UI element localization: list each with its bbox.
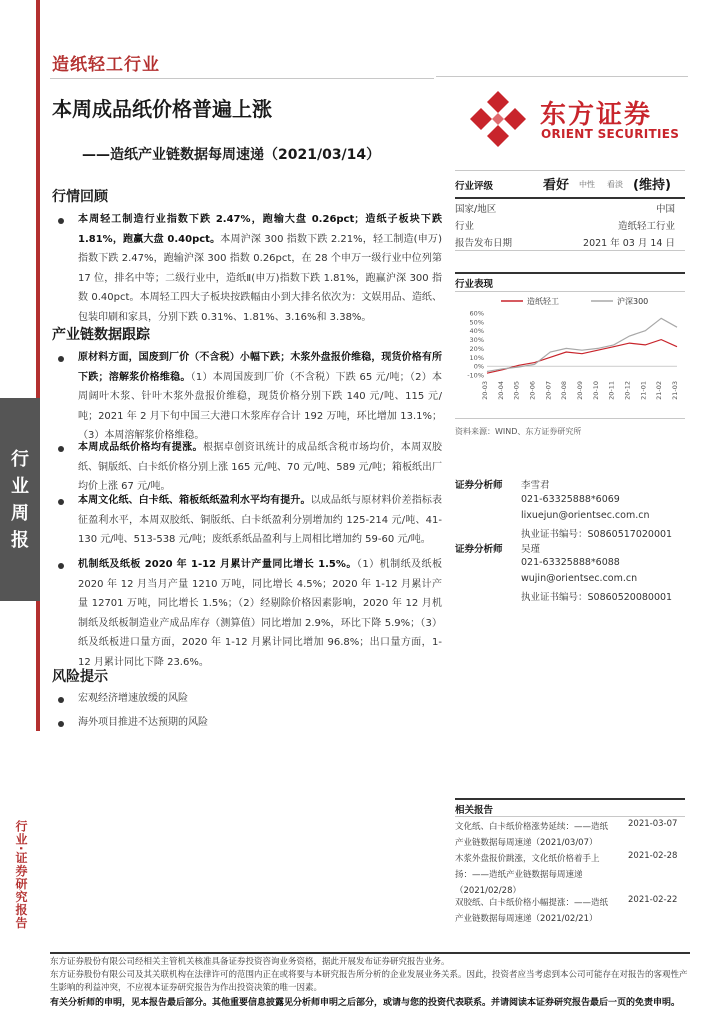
x-tick-label: 20-03 (481, 381, 489, 400)
info-row-date (455, 235, 675, 249)
chain-bullet (78, 348, 442, 446)
x-tick-label: 20-09 (576, 381, 584, 400)
side-accent-bottom (36, 601, 40, 731)
bullet-bold: 机制纸及纸板 2020 年 1-12 月累计产量同比增长 1.5%。 (78, 559, 357, 570)
info-key: 报告发布日期 (455, 238, 513, 249)
header-rule-right (436, 76, 688, 77)
perf-title: 行业表现 (455, 279, 494, 290)
section-title-review: 行情回顾 (52, 189, 108, 205)
related-top-rule (455, 798, 685, 800)
analyst-cert: 执业证书编号：S0860517020001 (521, 529, 673, 540)
perf-title-rule (455, 291, 685, 292)
bullet-text: （1）本周国废到厂价（不含税）下跌 65 元/吨；（2）本周阔叶木浆、针叶木浆外盘报价维稳，现货价格分别下跌 140 元/吨、115 元/吨；2021 年 2 月下旬中国三大港口木浆库存合计 192 万吨，环比增加 13.1%；（3）本周溶解浆价格维稳。 (78, 371, 442, 441)
analyst-name: 吴瑾 (521, 544, 541, 555)
info-value: 造纸轻工行业 (617, 221, 675, 232)
risk-item: 宏观经济增速放缓的风险 (78, 693, 188, 704)
section-title-risk: 风险提示 (52, 669, 108, 685)
rating-neutral: 中性 (579, 180, 595, 189)
x-tick-label: 20-04 (496, 381, 505, 400)
x-tick-label: 21-01 (639, 381, 648, 400)
header-rule (50, 78, 434, 79)
analyst-email[interactable]: lixuejun@orientsec.com.cn (521, 510, 650, 521)
rating-status: (维持) (633, 178, 671, 193)
info-value: 2021 年 03 月 14 日 (583, 238, 675, 249)
bullet-text: （1）机制纸及纸板 2020 年 12 月当月产量 1210 万吨，同比增长 4.5%；2020 年 1-12 月累计产量 12701 万吨，同比增长 1.5%；（2）经剔除价格因素影响，2020 年 12 月机制纸及纸板制造业产成品库存（测算值）同比增加 2.9%，环比下降 5.9%；（3）纸及纸板进口量方面，2020 年 1-12 月累计同比增加 96.8%；出口量方面，1-12 月累计同比下降 23.6%。 (78, 559, 442, 668)
y-tick-label: 40% (469, 327, 484, 336)
analyst-cert: 执业证书编号：S0860520080001 (521, 592, 673, 603)
footer-rule (50, 952, 690, 954)
report-type-tab (0, 398, 40, 601)
chain-bullet (78, 555, 442, 672)
rating-top-rule (455, 170, 685, 171)
y-tick-label: 0% (473, 362, 484, 371)
analyst-role: 证券分析师 (455, 544, 503, 555)
related-title: 相关报告 (455, 805, 494, 816)
y-tick-label: 20% (469, 344, 484, 353)
footer-statement: 有关分析师的申明，见本报告最后部分。其他重要信息披露见分析师申明之后部分，或请与您的投资代表联系。并请阅读本证券研究报告最后一页的免责申明。 (50, 998, 681, 1008)
analyst-name: 李雪君 (521, 480, 550, 491)
y-tick-label: 60% (469, 309, 484, 318)
related-report-link[interactable]: 双胶纸、白卡纸价格小幅提涨：——造纸产业链数据每周速递（2021/02/21） (455, 898, 609, 924)
chart-source: 资料来源：WIND、东方证券研究所 (455, 427, 582, 436)
brand-name-en: ORIENT SECURITIES (541, 127, 680, 141)
footer-disclosure: 东方证券股份有限公司及其关联机构在法律许可的范围内正在或将要与本研究报告所分析的企业发展业务关系。因此，投资者应当考虑到本公司可能存在对报告的客观性产生影响的利益冲突，不应视本证券研究报告为作出投资决策的唯一因素。 (50, 970, 688, 993)
info-row-country (455, 201, 675, 215)
bullet-bold: 本周成品纸价格均有提涨。 (78, 442, 203, 453)
info-bottom-rule (455, 250, 685, 251)
bullet-bold: 本周文化纸、白卡纸、箱板纸纸盈利水平均有提升。 (78, 495, 311, 506)
rating-bearish: 看淡 (607, 180, 623, 189)
bullet-dot (58, 446, 64, 452)
bullet-dot (58, 356, 64, 362)
bullet-dot (58, 563, 64, 569)
chain-bullet (78, 438, 442, 497)
legend-label: 沪深300 (617, 297, 649, 306)
x-tick-label: 20-06 (528, 381, 537, 400)
perf-top-rule (455, 272, 685, 274)
analyst-phone: 021-63325888*6088 (521, 557, 620, 568)
side-accent-top (36, 0, 40, 398)
sector-title: 造纸轻工行业 (52, 55, 160, 75)
bullet-dot (58, 218, 64, 224)
bullet-dot (58, 697, 64, 703)
review-bullet (78, 210, 442, 327)
related-report-date: 2021-02-28 (628, 851, 678, 861)
series-line (487, 340, 677, 374)
related-report-link[interactable]: 木浆外盘报价跳涨，文化纸价格着手上扬：——造纸产业链数据每周速递（2021/02/28） (455, 854, 600, 896)
footer-qualification: 东方证券股份有限公司经相关主管机关核准具备证券投资咨询业务资格，据此开展发布证券研究报告业务。 (50, 957, 450, 967)
brand-name-cn: 东方证券 (540, 100, 653, 130)
x-tick-label: 21-02 (655, 381, 664, 400)
x-tick-label: 20-08 (560, 381, 569, 400)
related-report-link[interactable]: 文化纸、白卡纸价格涨势延续：——造纸产业链数据每周速递（2021/03/07） (455, 822, 609, 848)
rating-value: 看好 (543, 178, 570, 193)
x-tick-label: 20-10 (591, 381, 600, 400)
tab-char: 报 (11, 529, 29, 551)
bullet-text: 以成品纸与原材料价差指标表征盈利水平，本周双胶纸、铜版纸、白卡纸盈利分别增加约 125-214 元/吨、41-130 元/吨、513-538 元/吨；废纸系纸品盈利与上周相比增加约 59-60 元/吨。 (78, 495, 443, 545)
info-key: 国家/地区 (455, 204, 497, 215)
analyst-email[interactable]: wujin@orientsec.com.cn (521, 573, 638, 584)
analyst-role: 证券分析师 (455, 480, 503, 491)
related-report-date: 2021-03-07 (628, 819, 678, 829)
tab-char: 行 (11, 448, 29, 470)
bullet-dot (58, 721, 64, 727)
tab-char: 业 (11, 475, 29, 497)
analyst-phone: 021-63325888*6069 (521, 494, 620, 505)
y-tick-label: 50% (469, 318, 484, 327)
bullet-bold: 原材料方面，国废到厂价（不含税）小幅下跌；木浆外盘报价维稳，现货价格有所下跌；溶解浆价格维稳。 (78, 352, 442, 383)
related-report-date: 2021-02-22 (628, 895, 678, 905)
orient-logo-icon (468, 89, 528, 149)
x-tick-label: 20-12 (623, 381, 632, 400)
report-subtitle: ——造纸产业链数据每周速递（2021/03/14） (82, 147, 381, 163)
info-row-industry (455, 218, 675, 232)
perf-bottom-rule (455, 418, 685, 419)
rating-label: 行业评级 (455, 181, 494, 192)
bullet-text: 本周沪深 300 指数下跌 2.21%，轻工制造(申万)指数下跌 2.47%，跑输沪深 300 指数 0.26pct，在 28 个申万一级行业中位列第 17 位，排名中等；二级行业中，造纸Ⅱ(申万)指数下跌 1.81%，跑赢沪深 300 指数 0.40pct。本周轻工四大子板块按跌幅由小到大排名依次为：文娱用品、造纸、包装印刷和家具，分别下跌 0.31%、1.81%、3.16%和 3.38%。 (78, 233, 442, 323)
report-title: 本周成品纸价格普遍上涨 (52, 97, 272, 121)
tab-char: 周 (11, 502, 29, 524)
related-title-rule (455, 816, 685, 817)
sidebar-vertical-label: 行业·证券研究报告 (14, 820, 28, 930)
section-title-chain: 产业链数据跟踪 (52, 327, 150, 343)
bullet-bold: 本周轻工制造行业指数下跌 2.47%，跑输大盘 0.26pct；造纸子板块下跌 1.81%，跑赢大盘 0.40pct。 (78, 214, 442, 245)
chain-bullet (78, 491, 442, 550)
bullet-text: 根据卓创资讯统计的成品纸含税市场均价，本周双胶纸、铜版纸、白卡纸价格分别上涨 165 元/吨、70 元/吨、589 元/吨；箱板纸出厂均价上涨 67 元/吨。 (78, 442, 443, 492)
x-tick-label: 20-07 (544, 381, 553, 400)
x-tick-label: 21-03 (671, 381, 679, 400)
rating-rule (455, 197, 685, 199)
industry-performance-chart (455, 293, 685, 415)
y-tick-label: 10% (469, 353, 484, 362)
info-value: 中国 (655, 204, 675, 215)
rating-row (455, 176, 685, 196)
bullet-dot (58, 499, 64, 505)
legend-label: 造纸轻工 (527, 297, 559, 306)
x-tick-label: 20-05 (512, 381, 521, 400)
risk-item: 海外项目推进不达预期的风险 (78, 717, 208, 728)
x-tick-label: 20-11 (607, 381, 616, 400)
info-key: 行业 (455, 221, 475, 232)
y-tick-label: 30% (469, 336, 484, 345)
y-tick-label: -10% (467, 371, 484, 380)
series-line (487, 318, 677, 371)
